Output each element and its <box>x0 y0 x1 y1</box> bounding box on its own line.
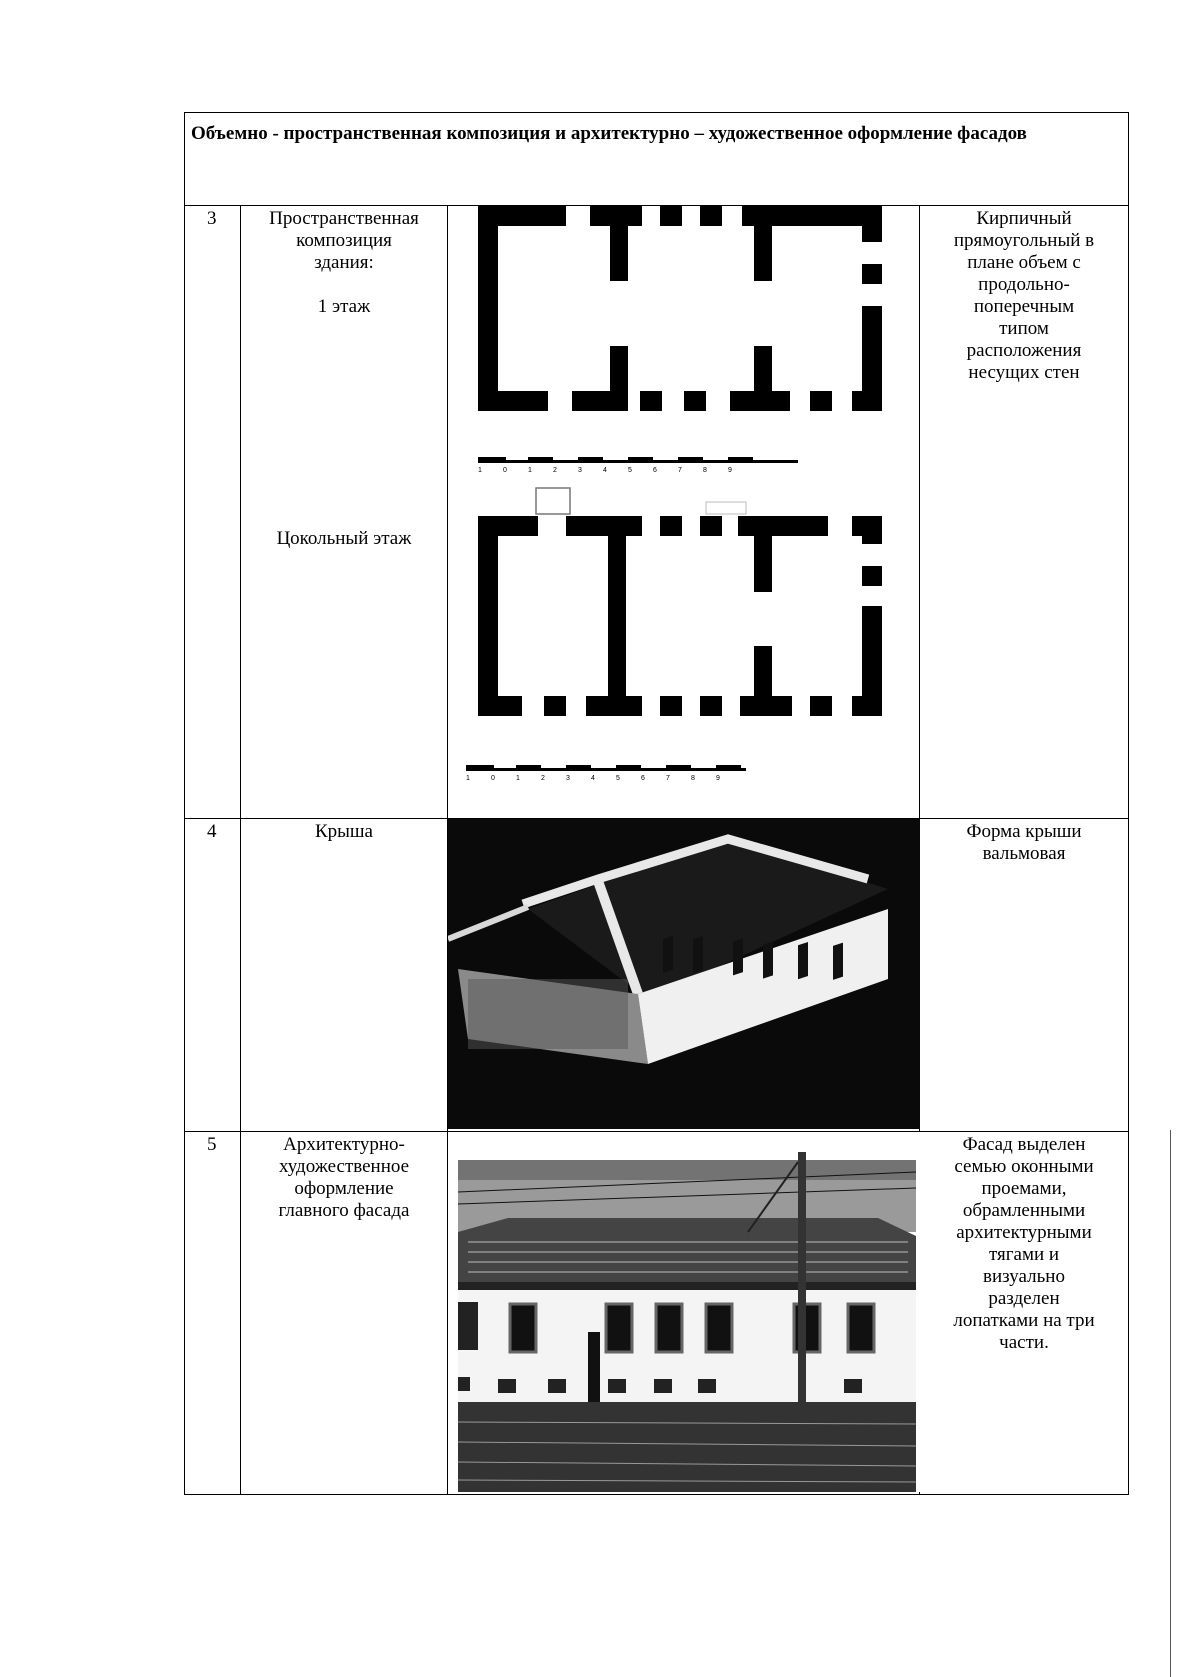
floor1-plan <box>478 206 882 411</box>
description-line: части. <box>999 1332 1049 1353</box>
scale-tick-label: 7 <box>678 467 682 474</box>
floor1-scale-labels <box>478 467 732 474</box>
description-line: обрамленными <box>962 1200 1086 1221</box>
description-line: визуально <box>983 1266 1065 1287</box>
basement-scale-bar <box>466 765 746 771</box>
main-facade-photo <box>448 1132 920 1492</box>
description-line: поперечным <box>973 296 1075 317</box>
scale-tick-label: 6 <box>641 775 645 782</box>
scale-tick-label: 2 <box>541 775 545 782</box>
scale-tick-label: 8 <box>691 775 695 782</box>
row-name-line: Крыша <box>314 821 373 842</box>
table-row-5 <box>185 1132 1129 1495</box>
scale-tick-label: 3 <box>566 775 570 782</box>
description-line: лопатками на три <box>953 1310 1095 1331</box>
roof-photo-cell <box>448 819 920 1132</box>
scale-tick-label: 3 <box>578 467 582 474</box>
scale-tick-label: 4 <box>591 775 595 782</box>
scale-tick-label: 1 <box>478 467 482 474</box>
row-name-cell <box>241 206 448 819</box>
scale-tick-label: 8 <box>703 467 707 474</box>
scale-tick-label: 9 <box>728 467 732 474</box>
floor1-label: 1 этаж <box>317 296 371 317</box>
scale-tick-label: 5 <box>616 775 620 782</box>
description-line: прямоугольный в <box>953 230 1095 251</box>
description-line: продольно- <box>978 274 1070 295</box>
row-name-line: оформление <box>294 1178 394 1199</box>
row-name-line: художественное <box>278 1156 410 1177</box>
row-number: 3 <box>185 206 241 819</box>
table-row-4 <box>185 819 1129 1132</box>
table-heading-row <box>185 113 1129 206</box>
row-name-line: здания: <box>314 252 374 273</box>
description-line: разделен <box>988 1288 1060 1309</box>
scale-tick-label: 1 <box>528 467 532 474</box>
table-row-3 <box>185 206 1129 819</box>
margin-line <box>1170 1130 1171 1677</box>
scale-tick-label: 7 <box>666 775 670 782</box>
description-line: тягами и <box>988 1244 1060 1265</box>
row-number: 5 <box>185 1132 241 1495</box>
description-line: архитектурными <box>956 1222 1092 1243</box>
scale-tick-label: 1 <box>466 775 470 782</box>
description-line: плане объем с <box>967 252 1081 273</box>
scale-tick-label: 6 <box>653 467 657 474</box>
description-line: проемами, <box>981 1178 1067 1199</box>
table-heading: Объемно - пространственная композиция и архитектурно – художественное оформление фасадов <box>185 113 1129 206</box>
floor-plans-cell <box>448 206 920 819</box>
floor1-scale-bar <box>478 457 798 463</box>
description-line: вальмовая <box>982 843 1066 864</box>
row-name-line: главного фасада <box>278 1200 410 1221</box>
row-name-line: композиция <box>296 230 392 251</box>
scale-tick-label: 9 <box>716 775 720 782</box>
scale-tick-label: 0 <box>503 467 507 474</box>
description-line: семью оконными <box>954 1156 1094 1177</box>
row-number: 4 <box>185 819 241 1132</box>
basement-scale-labels <box>466 775 720 782</box>
scale-tick-label: 5 <box>628 467 632 474</box>
scale-tick-label: 0 <box>491 775 495 782</box>
row-name-line: Архитектурно- <box>283 1134 405 1155</box>
description-line: Фасад выделен <box>962 1134 1086 1155</box>
floor-plans-drawing <box>448 206 920 812</box>
scale-tick-label: 4 <box>603 467 607 474</box>
description-line: расположения <box>966 340 1082 361</box>
basement-label: Цокольный этаж <box>276 528 412 549</box>
scale-tick-label: 1 <box>516 775 520 782</box>
scale-tick-label: 2 <box>553 467 557 474</box>
row-description <box>920 819 1129 1132</box>
facade-photo-cell <box>448 1132 920 1495</box>
description-line: Форма крыши <box>966 821 1082 842</box>
document-table <box>184 112 1129 1495</box>
row-name-line: Пространственная <box>269 208 419 229</box>
roof-aerial-photo <box>448 819 920 1129</box>
row-description <box>920 206 1129 819</box>
row-name-cell <box>241 819 448 1132</box>
basement-plan <box>478 488 882 716</box>
row-description <box>920 1132 1129 1495</box>
description-line: типом <box>999 318 1049 339</box>
description-line: Кирпичный <box>976 208 1072 229</box>
row-name-cell <box>241 1132 448 1495</box>
description-line: несущих стен <box>968 362 1080 383</box>
